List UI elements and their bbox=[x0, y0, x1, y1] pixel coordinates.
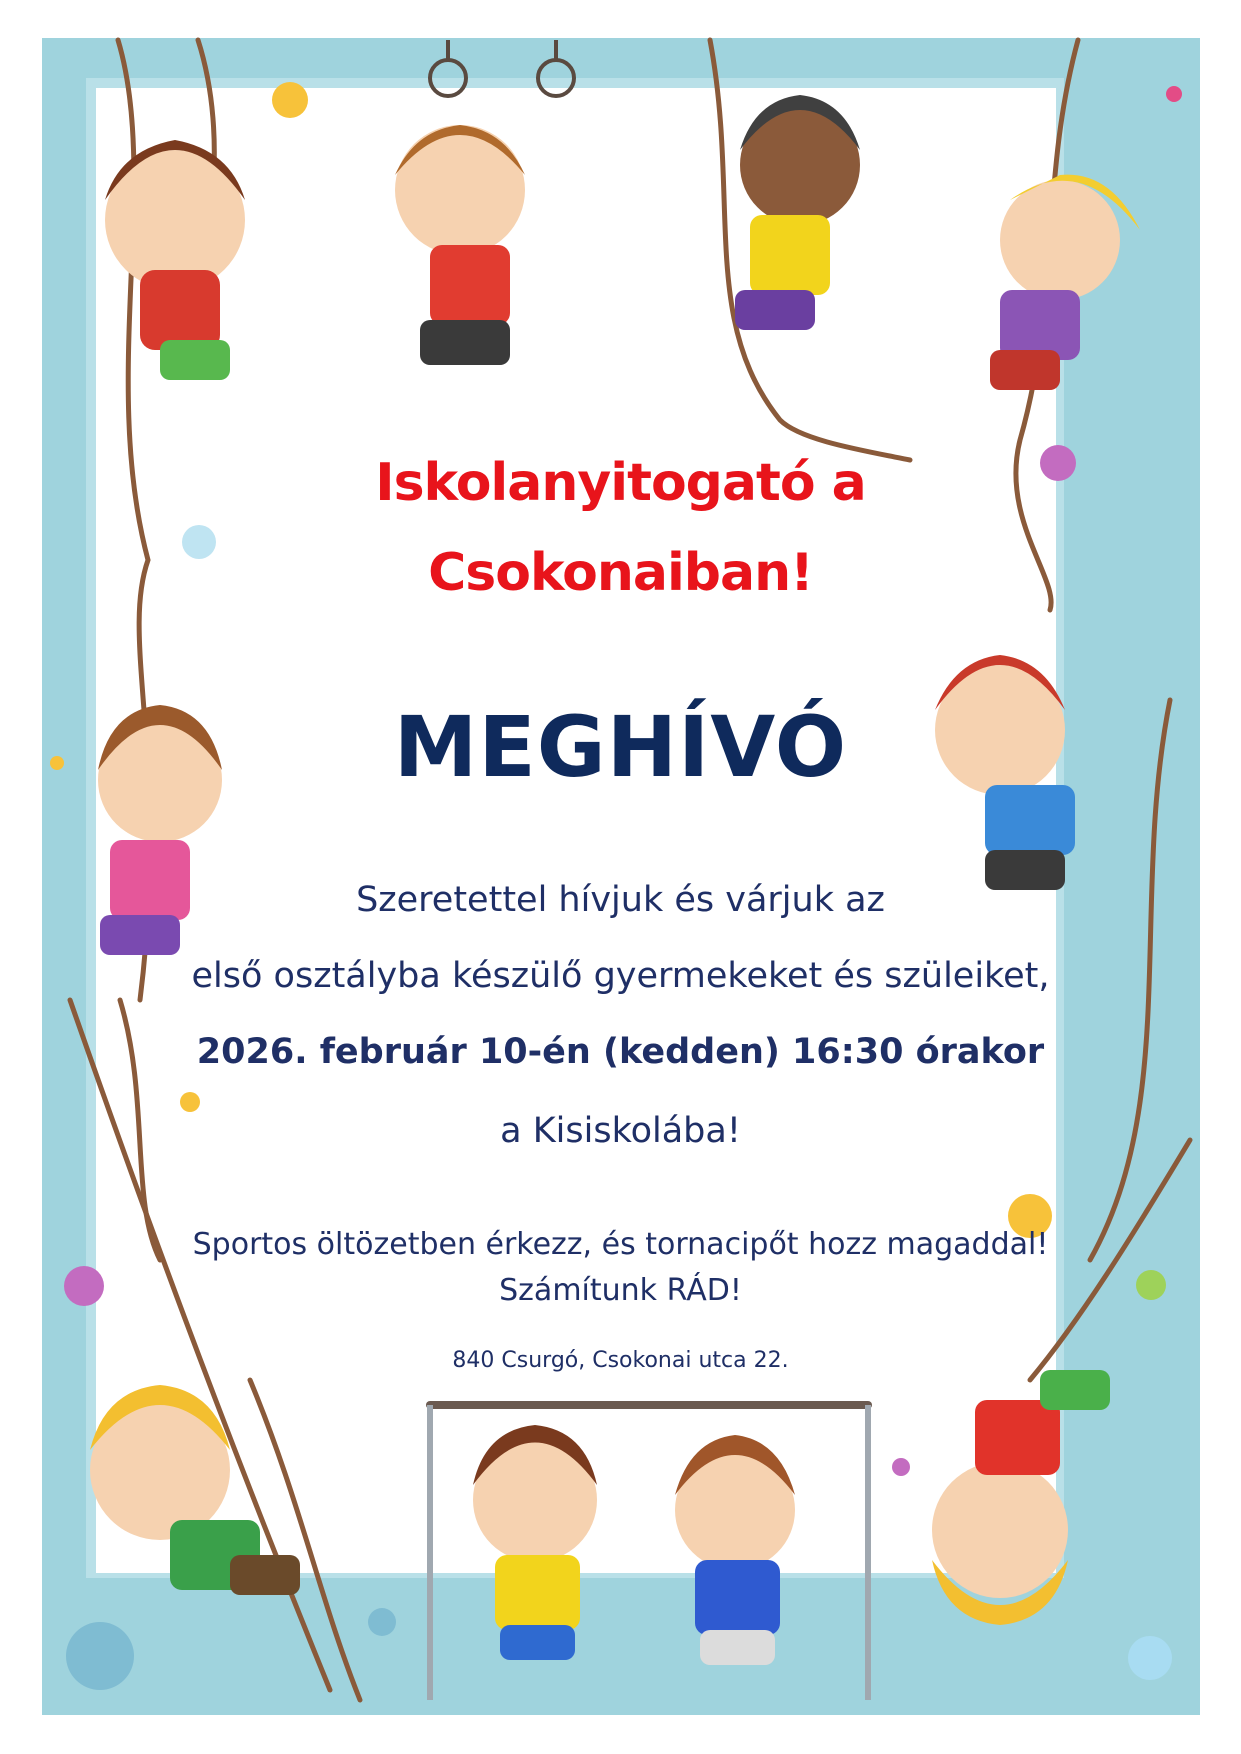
event-title bbox=[0, 438, 1241, 618]
school-address: 840 Csurgó, Csokonai utca 22. bbox=[452, 1348, 789, 1373]
dress-note-line-2: Számítunk RÁD! bbox=[499, 1273, 742, 1308]
event-title-line-1: Iskolanyitogató a bbox=[375, 453, 866, 513]
kid-figure bbox=[990, 175, 1140, 390]
dress-note bbox=[0, 1222, 1241, 1314]
kid-figure bbox=[932, 1370, 1110, 1625]
kid-figure bbox=[735, 95, 860, 330]
kid-figure bbox=[105, 140, 245, 380]
event-date-time: 2026. február 10-én (kedden) 16:30 órakor bbox=[196, 1032, 1045, 1072]
invitation-line-2: első osztályba készülő gyermekeket és szüleiket, bbox=[191, 956, 1050, 996]
event-place: a Kisiskolába! bbox=[500, 1111, 741, 1151]
invitation-headline: MEGHÍVÓ bbox=[393, 698, 848, 796]
event-title-line-2: Csokonaiban! bbox=[428, 543, 813, 603]
kid-figure bbox=[675, 1435, 795, 1665]
kid-figure bbox=[395, 125, 525, 365]
invitation-line-1: Szeretettel hívjuk és várjuk az bbox=[356, 880, 885, 920]
dress-note-line-1: Sportos öltözetben érkezz, és tornacipőt hozz magaddal! bbox=[192, 1227, 1049, 1262]
kid-figure bbox=[473, 1425, 597, 1660]
kid-figure bbox=[90, 1385, 300, 1595]
